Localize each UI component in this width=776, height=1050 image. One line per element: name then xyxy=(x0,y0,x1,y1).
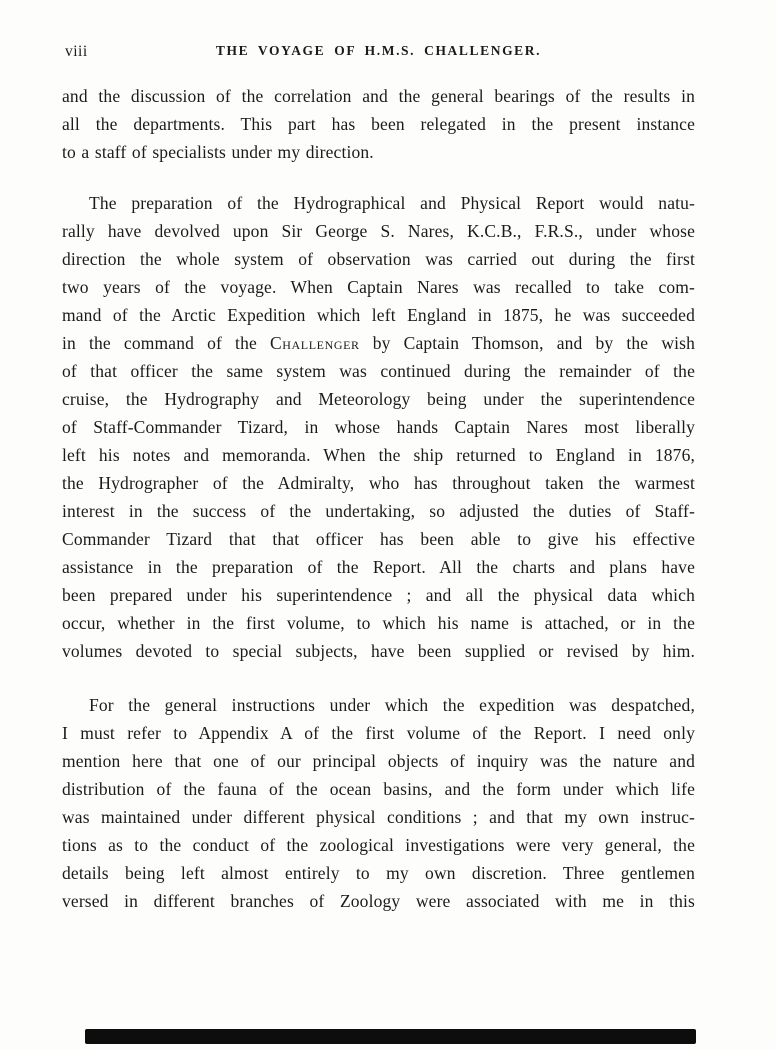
text-line: the Hydrographer of the Admiralty, who has throughout taken the warmest xyxy=(62,473,695,493)
text-line: to a staff of specialists under my direction. xyxy=(62,142,374,162)
text-line: and the discussion of the correlation and the general bearings of the results in xyxy=(62,86,695,106)
paragraph-hydrographical-report xyxy=(62,189,695,665)
paragraph-general-instructions xyxy=(62,691,695,915)
text-line: details being left almost entirely to my own discretion. Three gentlemen xyxy=(62,863,695,883)
scan-artifact-bar xyxy=(85,1029,696,1044)
text-line: For the general instructions under which the expedition was despatched, xyxy=(89,695,695,715)
page-text xyxy=(62,82,695,915)
text-line: left his notes and memoranda. When the ship returned to England in 1876, xyxy=(62,445,695,465)
text-line: interest in the success of the undertaking, so adjusted the duties of Staff- xyxy=(62,501,695,521)
page-header xyxy=(62,42,695,62)
ship-name-smallcaps: Challenger xyxy=(269,333,360,353)
text-line: mention here that one of our principal objects of inquiry was the nature and xyxy=(62,751,695,771)
text-line: The preparation of the Hydrographical and Physical Report would natu- xyxy=(89,193,695,213)
text-line: all the departments. This part has been relegated in the present instance xyxy=(62,114,695,134)
text-line: versed in different branches of Zoology were associated with me in this xyxy=(62,891,695,911)
text-line: cruise, the Hydrography and Meteorology being under the superintendence xyxy=(62,389,695,409)
text-line: assistance in the preparation of the Report. All the charts and plans have xyxy=(62,557,695,577)
text-line: occur, whether in the first volume, to which his name is attached, or in the xyxy=(62,613,695,633)
text-line: was maintained under different physical conditions ; and that my own instruc- xyxy=(62,807,695,827)
text-segment: by Captain Thomson, and by the wish xyxy=(359,333,695,353)
text-line: of Staff-Commander Tizard, in whose hands Captain Nares most liberally xyxy=(62,417,695,437)
text-line: two years of the voyage. When Captain Nares was recalled to take com- xyxy=(62,277,695,297)
text-line-challenger xyxy=(62,329,695,357)
text-line: of that officer the same system was continued during the remainder of the xyxy=(62,361,695,381)
text-segment: in the command of the xyxy=(62,333,270,353)
text-line: distribution of the fauna of the ocean basins, and the form under which life xyxy=(62,779,695,799)
text-line: tions as to the conduct of the zoological investigations were very general, the xyxy=(62,835,695,855)
text-line: rally have devolved upon Sir George S. Nares, K.C.B., F.R.S., under whose xyxy=(62,221,695,241)
text-line: volumes devoted to special subjects, have been supplied or revised by him. xyxy=(62,641,695,661)
page-number: viii xyxy=(65,43,88,60)
text-line: I must refer to Appendix A of the first volume of the Report. I need only xyxy=(62,723,695,743)
text-line: Commander Tizard that that officer has been able to give his effective xyxy=(62,529,695,549)
text-line: direction the whole system of observation was carried out during the first xyxy=(62,249,695,269)
text-line: mand of the Arctic Expedition which left England in 1875, he was succeeded xyxy=(62,305,695,325)
text-line: been prepared under his superintendence ; and all the physical data which xyxy=(62,585,695,605)
paragraph-continuation xyxy=(62,82,695,166)
running-title: THE VOYAGE OF H.M.S. CHALLENGER. xyxy=(215,43,542,58)
